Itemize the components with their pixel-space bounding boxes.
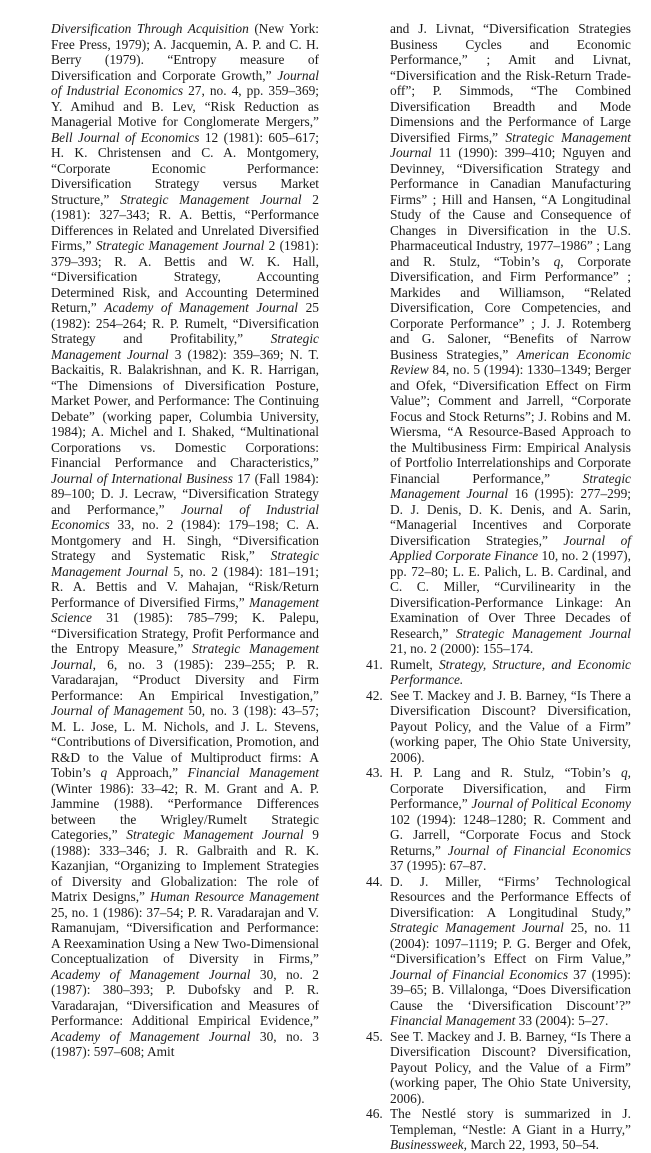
italic-title: Journal of International Business	[51, 470, 233, 486]
italic-title: Strategic Management Journal	[390, 129, 631, 160]
citation-text: (New York: Free Press, 1979); A. Jacquemin, A. P. and C. H. Berry (1979). “Entropy measure of Diversification and Corporate Growth,”	[51, 21, 320, 83]
citation-text: and J. Livnat, “Diversification Strategies Business Cycles and Economic Performance,” ; Amit and Livnat, “Diversification and the Risk-Return Trade-off”; P. Simmods, “The Combined Diversification Breadth and Mode Dimensions and the Performance of Large Diversified Firms,”	[390, 21, 631, 145]
italic-title: Academy of Management Journal	[51, 966, 251, 982]
italic-title: Strategic Management Journal	[120, 191, 302, 207]
endnotes-list	[366, 657, 631, 1153]
italic-title: Strategic Management Journal	[51, 641, 319, 672]
italic-title: Journal of Industrial Economics	[51, 67, 319, 98]
endnote-number: 44.	[366, 873, 383, 889]
citation-text: 17 (Fall 1984): 89–100; D. J. Lecraw, “Diversification Strategy and Performance,”	[51, 470, 319, 517]
italic-title: Strategy, Structure, and Economic Performance.	[390, 656, 632, 687]
citation-text: 12 (1981): 605–617; H. K. Christensen and C. A. Montgomery, “Corporate Economic Performance: Diversification Strategy versus Market Structure,”	[51, 129, 319, 207]
citation-text: , 6, no. 3 (1985): 239–255; P. R. Varadarajan, “Product Diversity and Firm Performance: An Empirical Investigation,”	[51, 656, 319, 703]
italic-title: American Economic Review	[390, 346, 631, 377]
citation-text: 37 (1995): 39–65; B. Villalonga, “Does Diversification Cause the ‘Diversification Discount’?”	[390, 966, 631, 1013]
endnote-number: 45.	[366, 1028, 383, 1044]
citation-text: 33, no. 2 (1984): 179–198; C. A. Montgomery and H. Singh, “Diversification Strategy and Systematic Risk,”	[51, 517, 319, 563]
italic-title: Journal of Applied Corporate Finance	[390, 532, 631, 563]
italic-title: Academy of Management Journal	[51, 1028, 251, 1044]
italic-title: Strategic Management Journal	[390, 920, 564, 935]
citation-text: H. P. Lang and R. Stulz, “Tobin’s	[390, 765, 621, 780]
italic-title: Human Resource Management	[150, 889, 319, 904]
citation-text: 30, no. 2 (1987): 380–393; P. Dubofsky and P. R. Varadarajan, “Diversification and Measures of Performance: Additional Empirical Evidence,”	[51, 966, 319, 1028]
citation-text: 30, no. 3 (1987): 597–608; Amit	[51, 1028, 319, 1059]
citation-text: See T. Mackey and J. B. Barney, “Is There a Diversification Discount? Diversification, Payout Policy, and the Value of a Firm” (working paper, The Ohio State University, 2006).	[390, 687, 631, 765]
citation-text: 16 (1995): 277–299; D. J. Denis, D. K. Denis, and A. Sarin, “Managerial Incentives and Corporate Diversification Strategies,”	[390, 486, 631, 548]
left-column	[51, 21, 319, 1060]
endnote-number: 41.	[366, 656, 383, 672]
citation-text: 2 (1981): 327–343; R. A. Bettis, “Performance Differences in Related and Unrelated Diversified Firms,”	[51, 191, 319, 253]
note-40-continuation-right	[366, 21, 631, 657]
citation-text: 25, no. 11 (2004): 1097–1119; P. G. Berger and Ofek, “Diversification’s Effect on Firm Value,”	[390, 920, 631, 966]
italic-title: q	[553, 253, 561, 269]
citation-text: Rumelt,	[390, 656, 439, 672]
italic-title: q	[100, 765, 108, 780]
citation-text: 102 (1994): 1248–1280; R. Comment and G. Jarrell, “Corporate Focus and Stock Returns,”	[390, 811, 631, 858]
italic-title: Academy of Management Journal	[104, 300, 299, 315]
citation-text: , Corporate Diversification, and Firm Performance,”	[390, 765, 631, 811]
italic-title: Journal of Management	[51, 703, 184, 718]
italic-title: Strategic Management Journal	[126, 827, 304, 842]
citation-text: The Nestlé story is summarized in J. Templeman, “Nestle: A Giant in a Hurry,”	[390, 1106, 631, 1137]
citation-text: 27, no. 4, pp. 359–369; Y. Amihud and B. Lev, “Risk Reduction as Managerial Motive for Conglomerate Mergers,”	[51, 83, 319, 129]
endnote-item	[366, 1029, 631, 1107]
endnote-number: 43.	[366, 765, 383, 780]
italic-title: Journal of Industrial Economics	[51, 501, 319, 532]
citation-text: March 22, 1993, 50–54.	[466, 1137, 600, 1152]
italic-title: Strategic Management Journal	[95, 238, 265, 253]
italic-title: Diversification Through Acquisition	[51, 21, 249, 36]
citation-text: (Winter 1986): 33–42; R. M. Grant and A. P. Jammine (1988). “Performance Differences between the Wrigley/Rumelt Strategic Categories,”	[51, 780, 319, 842]
endnote-item	[366, 1106, 631, 1153]
endnote-item	[366, 688, 631, 766]
citation-text: 10, no. 2 (1997), pp. 72–80; L. E. Palich, L. B. Cardinal, and C. C. Miller, “Curvilinearity in the Diversification-Performance Linkage: An Examination of Over Three Decades of Research,”	[390, 548, 631, 641]
citation-text: 25 (1982): 254–264; R. P. Rumelt, “Diversification Strategy and Profitability,”	[51, 300, 319, 346]
italic-title: Journal of Financial Economics	[390, 966, 569, 982]
citation-text: 50, no. 3 (198): 43–57; M. L. Jose, L. M. Nichols, and J. L. Stevens, “Contributions of Diversification, Promotion, and R&D to the Value of Multiproduct firms: A Tobin’s	[51, 703, 319, 780]
italic-title: Strategic Management Journal	[455, 625, 631, 641]
note-40-continuation	[51, 21, 319, 1060]
citation-text: 21, no. 2 (2000): 155–174.	[390, 641, 534, 656]
citation-text: 2 (1981): 379–393; R. A. Bettis and W. K. Hall, “Diversification Strategy, Accounting Determined Risk, and Accounting Determined Return,”	[51, 238, 319, 315]
italic-title: Financial Management	[187, 765, 319, 780]
endnote-number: 46.	[366, 1106, 383, 1121]
citation-text: D. J. Miller, “Firms’ Technological Resources and the Performance Effects of Diversification: A Longitudinal Study,”	[390, 873, 631, 920]
citation-text: 37 (1995): 67–87.	[390, 858, 487, 873]
endnote-item	[366, 657, 631, 688]
citation-text: 33 (2004): 5–27.	[515, 1013, 609, 1028]
citation-text: 11 (1990): 399–410; Nguyen and Devinney, “Diversification Strategy and Performance in Canadian Manufacturing Firms” ; Hill and Hansen, “A Longitudinal Study of the Cause and Consequence of Changes in Diversification in the U.S. Pharmaceutical Industry, 1977–1986” ; Lang and R. Stulz, “Tobin’s	[390, 145, 631, 269]
citation-text: 5, no. 2 (1984): 181–191; R. A. Bettis and V. Mahajan, “Risk/Return Performance of Diversified Firms,”	[51, 563, 319, 610]
italic-title: Strategic Management Journal	[51, 331, 319, 362]
endnote-number: 42.	[366, 687, 383, 703]
endnote-item	[366, 874, 631, 1029]
italic-title: Strategic Management Journal	[390, 470, 631, 501]
citation-text: , Corporate Diversification, and Firm Performance” ; Markides and Williamson, “Related Diversification, Core Competencies, and Corporate Performance” ; J. J. Rotemberg and G. Saloner, “Benefits of Narrow Business Strategies,”	[390, 253, 631, 362]
citation-text: See T. Mackey and J. B. Barney, “Is There a Diversification Discount? Diversification, Payout Policy, and the Value of a Firm” (working paper, The Ohio State University, 2006).	[390, 1028, 631, 1106]
citation-text: 31 (1985): 785–799; K. Palepu, “Diversification Strategy, Profit Performance and the Entropy Measure,”	[51, 610, 319, 656]
italic-title: Strategic Management Journal	[51, 548, 319, 579]
italic-title: Journal of Financial Economics	[447, 842, 632, 858]
italic-title: Journal of Political Economy	[471, 796, 632, 811]
italic-title: Financial Management	[390, 1013, 516, 1028]
citation-text: 9 (1988): 333–346; J. R. Galbraith and R. K. Kazanjian, “Organizing to Implement Strategies of Diversity and Globalization: The role of Matrix Designs,”	[51, 827, 319, 904]
italic-title: Businessweek,	[390, 1137, 467, 1152]
italic-title: Management Science	[51, 594, 319, 625]
citation-text: 25, no. 1 (1986): 37–54; P. R. Varadarajan and V. Ramanujam, “Diversification and Performance: A Reexamination Using a New Two-Dimensional Conceptualization of Diversity in Firms,”	[51, 904, 319, 966]
right-column	[366, 21, 631, 1153]
endnote-item	[366, 765, 631, 874]
citation-text: 3 (1982): 359–369; N. T. Backaitis, R. Balakrishnan, and K. R. Harrigan, “The Dimensions of Diversification Posture, Market Power, and Performance: The Continuing Debate” (working paper, Columbia University, 1984); A. Michel and I. Shaked, “Multinational Corporations vs. Domestic Corporations: Financial Performance and Characteristics,”	[51, 346, 319, 470]
citation-text: Approach,”	[107, 765, 188, 780]
italic-title: q	[620, 765, 628, 780]
citation-text: 84, no. 5 (1994): 1330–1349; Berger and Ofek, “Diversification Effect on Firm Value”; Comment and Jarrell, “Corporate Focus and Stock Returns”; J. Robins and M. Wiersma, “A Resource-Based Approach to the Multibusiness Firm: Empirical Analysis of Portfolio Interrelationships and Corporate Financial Performance,”	[390, 362, 631, 486]
italic-title: Bell Journal of Economics	[51, 129, 200, 145]
